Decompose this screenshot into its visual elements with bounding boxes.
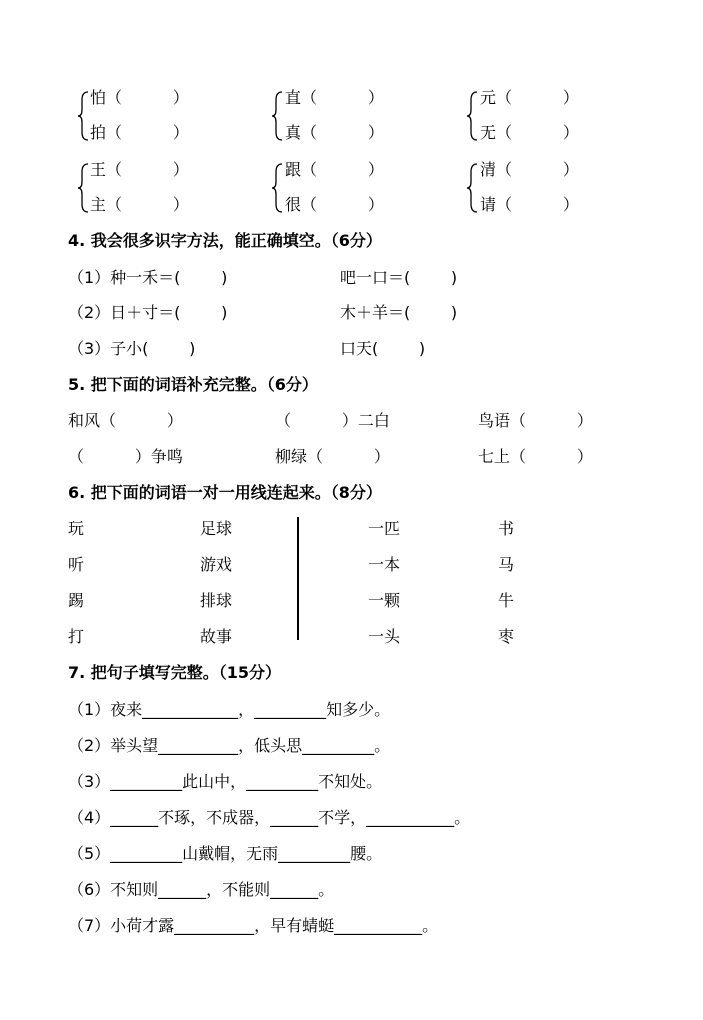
left-brace-icon: [465, 162, 479, 214]
q7-line: （6）不知则______，不能则______。: [68, 880, 335, 899]
q7-line: （5）_________山戴帽，无雨_________腰。: [68, 844, 383, 863]
q6-word: 游戏: [200, 555, 233, 574]
q3-item: 真（ ）: [285, 123, 384, 142]
left-brace-icon: [270, 162, 284, 214]
q7-line: （1）夜来____________，_________知多少。: [68, 700, 391, 719]
left-brace-icon: [76, 90, 90, 142]
q3-item: 无（ ）: [480, 123, 579, 142]
q5-item: 和风（ ）: [68, 411, 183, 430]
q3-item: 拍（ ）: [90, 123, 189, 142]
q5-item: （ ）二白: [275, 411, 390, 430]
q5-item: 七上（ ）: [478, 447, 593, 466]
q6-word: 玩: [68, 519, 85, 538]
divider-line: [297, 517, 299, 640]
q7-line: （7）小荷才露__________，早有蜻蜓___________。: [68, 916, 439, 935]
q6-word: 一本: [368, 555, 401, 574]
q6-word: 打: [68, 627, 85, 646]
q5-item: 柳绿（ ）: [275, 447, 390, 466]
q6-word: 马: [498, 555, 515, 574]
q6-word: 听: [68, 555, 85, 574]
q4-item: 口天( ): [340, 339, 426, 358]
q4-item: （3）子小( ): [68, 339, 196, 358]
q6-word: 踢: [68, 591, 85, 610]
q6-word: 书: [498, 519, 515, 538]
q7-line: （4）______不琢，不成器，______不学，___________。: [68, 808, 471, 827]
q3-item: 直（ ）: [285, 88, 384, 107]
q7-heading: 7. 把句子填写完整。（15分）: [68, 663, 282, 682]
q3-item: 元（ ）: [480, 88, 579, 107]
q4-item: 木＋羊＝( ): [340, 303, 458, 322]
q5-item: 鸟语（ ）: [478, 411, 593, 430]
q3-item: 主（ ）: [90, 195, 189, 214]
q7-line: （3）_________此山中，_________不知处。: [68, 772, 383, 791]
q6-word: 足球: [200, 519, 233, 538]
left-brace-icon: [76, 162, 90, 214]
q6-word: 一颗: [368, 591, 401, 610]
q5-heading: 5. 把下面的词语补充完整。（6分）: [68, 375, 318, 394]
q6-word: 牛: [498, 591, 515, 610]
q6-word: 枣: [498, 627, 515, 646]
q4-item: （1）种一禾＝( ): [68, 268, 228, 287]
q3-item: 怕（ ）: [90, 88, 189, 107]
q3-item: 请（ ）: [480, 195, 579, 214]
q7-line: （2）举头望__________，低头思_________。: [68, 736, 391, 755]
q4-heading: 4. 我会很多识字方法，能正确填空。（6分）: [68, 231, 382, 250]
q3-item: 跟（ ）: [285, 160, 384, 179]
q6-word: 一匹: [368, 519, 401, 538]
q6-word: 一头: [368, 627, 401, 646]
q6-heading: 6. 把下面的词语一对一用线连起来。（8分）: [68, 483, 382, 502]
q6-word: 排球: [200, 591, 233, 610]
q3-item: 很（ ）: [285, 195, 384, 214]
q5-item: （ ）争鸣: [68, 447, 183, 466]
q4-item: （2）日＋寸＝( ): [68, 303, 228, 322]
left-brace-icon: [465, 90, 479, 142]
left-brace-icon: [270, 90, 284, 142]
q3-item: 王（ ）: [90, 160, 189, 179]
q3-item: 清（ ）: [480, 160, 579, 179]
q4-item: 吧一口＝( ): [340, 268, 458, 287]
q6-word: 故事: [200, 627, 233, 646]
